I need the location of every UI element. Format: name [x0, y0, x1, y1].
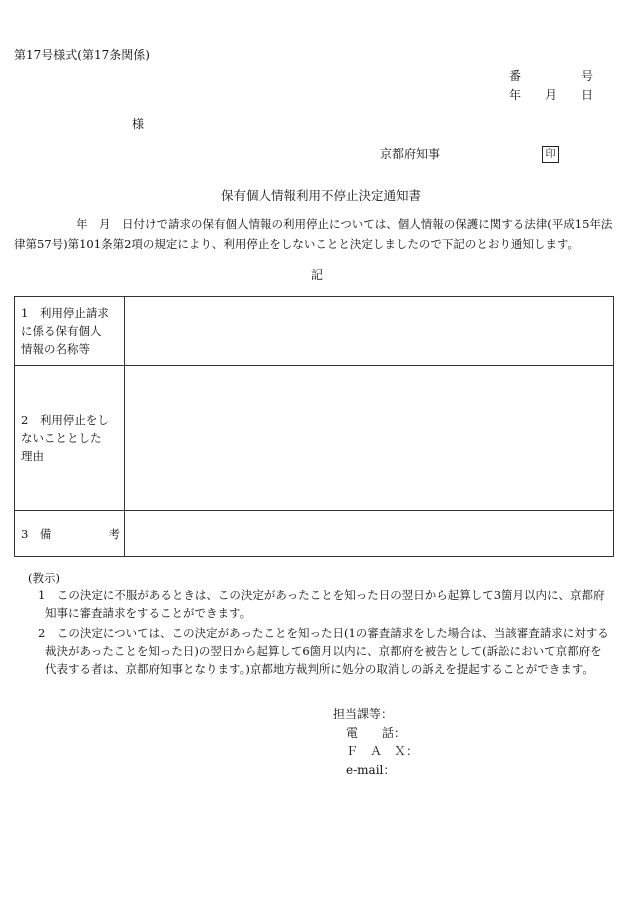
row2-label-line: 理由 [21, 449, 44, 463]
form-number: 第17号様式(第17条関係) [14, 48, 150, 62]
body-line-2: 律第57号)第101条第2項の規定により、利用停止をしないことと決定しましたので下記のとおり通知します。 [14, 237, 579, 251]
decision-table [14, 296, 614, 557]
table-row [15, 511, 614, 557]
row1-label [15, 297, 125, 366]
date-year-label: 年 [509, 88, 522, 102]
row1-label-line: 情報の名称等 [21, 342, 90, 356]
row1-value[interactable] [125, 297, 614, 366]
document-title: 保有個人情報利用不停止決定通知書 [221, 188, 422, 203]
number-label-go: 号 [581, 69, 594, 83]
row2-value[interactable] [125, 366, 614, 511]
row1-label-line: に係る保有個人 [21, 324, 102, 338]
date-month-label: 月 [545, 88, 558, 102]
row2-label-line: ないこととした [21, 431, 102, 445]
table-row [15, 366, 614, 511]
table-row [15, 297, 614, 366]
notice-heading: (教示) [28, 571, 60, 585]
row1-label-line: 1 利用停止請求 [21, 306, 109, 320]
date-day-label: 日 [581, 88, 594, 102]
row2-label [15, 366, 125, 511]
sender-name: 京都府知事 [380, 147, 441, 161]
contact-email-label: e-mail： [346, 763, 396, 777]
number-label-ban: 番 [509, 69, 522, 83]
notice-item2-line3: 代表する者は、京都府知事となります。)京都地方裁判所に処分の取消しの訴えを提起することができます。 [45, 662, 594, 676]
notice-item1-line2: 知事に審査請求をすることができます。 [45, 606, 252, 620]
contact-dept-label: 担当課等： [333, 707, 394, 721]
addressee-suffix: 様 [132, 117, 145, 131]
body-line-1: 年 月 日付けで請求の保有個人情報の利用停止については、個人情報の保護に関する法律(平成15年法 [76, 217, 613, 231]
contact-phone-label: 電 話： [346, 726, 407, 740]
row3-label-num: 3 備 [21, 526, 52, 541]
row3-value[interactable] [125, 511, 614, 557]
notice-item2-line2: 裁決があったことを知った日)の翌日から起算して6箇月以内に、京都府を被告として(訴訟において京都府を [45, 644, 602, 658]
row3-label [15, 511, 125, 557]
notice-item2-line1: 2 この決定については、この決定があったことを知った日(1の審査請求をした場合は、当該審査請求に対する [38, 626, 609, 640]
row3-label-kou: 考 [108, 526, 120, 541]
notice-item1-line1: 1 この決定に不服があるときは、この決定があったことを知った日の翌日から起算して3箇月以内に、京都府 [38, 588, 605, 602]
ki-heading: 記 [311, 268, 324, 282]
row2-label-line: 2 利用停止をし [21, 413, 109, 427]
seal-mark: 印 [542, 146, 559, 163]
row3-label-line [21, 525, 120, 543]
contact-fax-label: Ｆ Ａ Ｘ： [346, 744, 419, 758]
